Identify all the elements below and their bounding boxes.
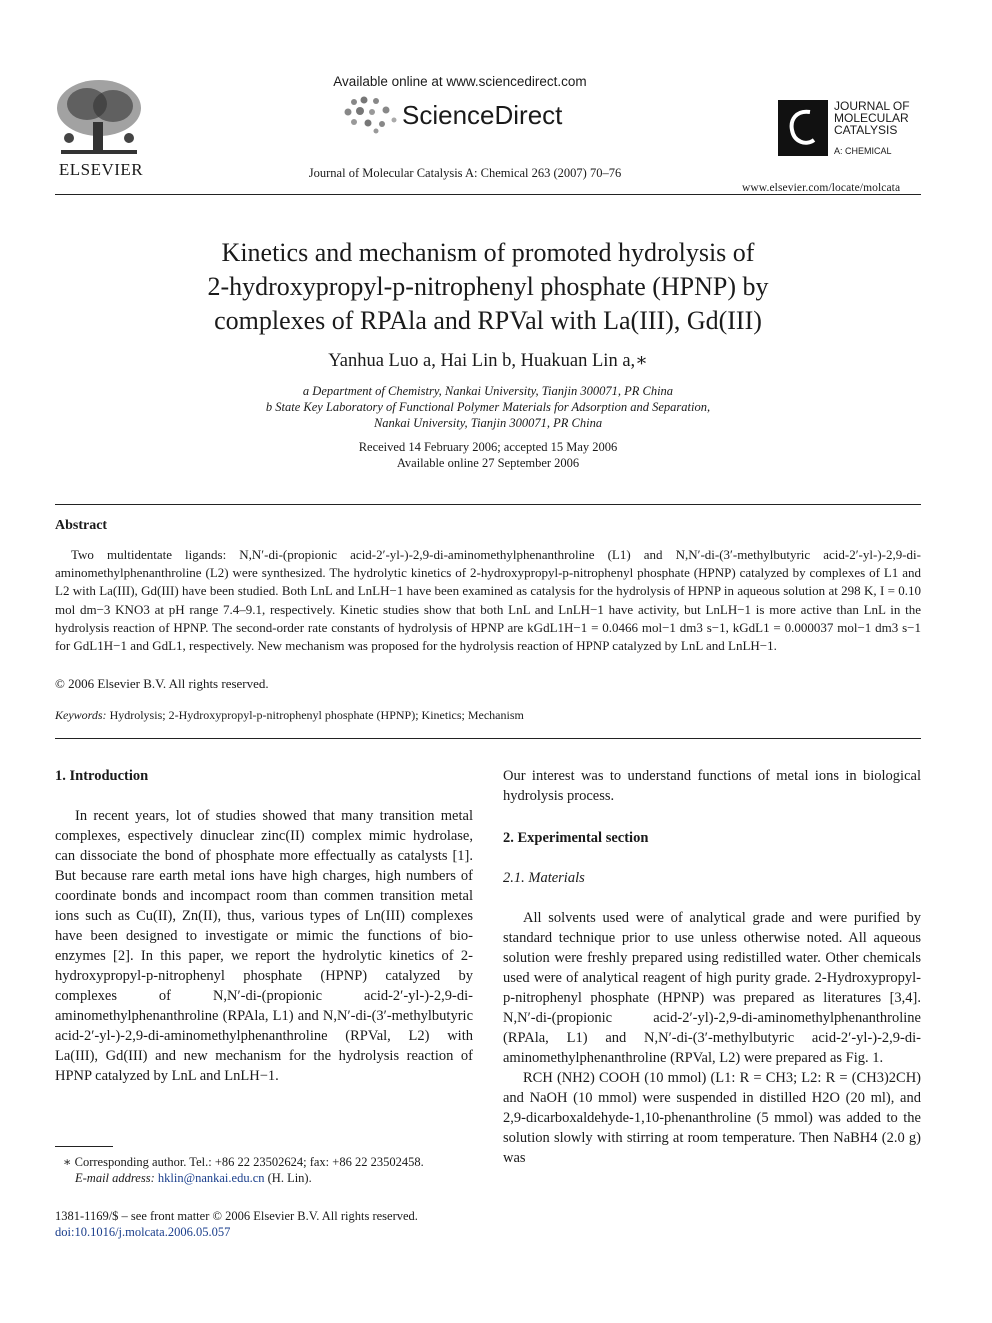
intro-paragraph: In recent years, lot of studies showed that many transition metal complexes, espectively dinuclear zinc(II) complex mimic hydrolase, can dissociate the bond of phosphate more effectually as catalysts [1]. But because rare earth metal ions have high charges, high numbers of coordinate bonds and incompact room than commen transition metal ions such as Cu(II), Zn(II), thus, various types of Ln(III) complexes have been designed to investigate or mimic the functions of bio-enzymes [2]. In this paper, we report the hydrolytic kinetics of 2-hydroxypropyl-p-nitrophenyl phosphate (HPNP) catalyzed by complexes of N,N′-di-(propionic acid-2′-yl-)-2,9-di-aminomethylphenanthroline (RPAla, L1) and N,N′-di-(3′-methylbutyric acid-2′-yl-)-2,9-di-aminomethylphenanthroline (RPVal, L2) with La(III), Gd(III) and new mechanism for the hydrolysis reaction of HPNP catalyzed by LnL and LnLH−1.	[55, 808, 473, 1084]
title-line: complexes of RPAla and RPVal with La(III), Gd(III)	[214, 306, 762, 335]
header-rule	[55, 194, 921, 195]
journal-url[interactable]: www.elsevier.com/locate/molcata	[742, 182, 901, 194]
title-line: Kinetics and mechanism of promoted hydrolysis of	[221, 238, 755, 267]
affiliation-a: a Department of Chemistry, Nankai University, Tianjin 300071, PR China	[302, 384, 674, 398]
elsevier-tree-logo	[53, 78, 145, 158]
keywords-list: Hydrolysis; 2-Hydroxypropyl-p-nitrophenyl phosphate (HPNP); Kinetics; Mechanism	[109, 708, 524, 722]
intro-continued: Our interest was to understand functions of metal ions in biological hydrolysis process.	[503, 768, 921, 804]
journal-logo-icon	[778, 100, 828, 156]
received-date: Received 14 February 2006; accepted 15 May 2006	[358, 440, 618, 454]
corresponding-footnote	[55, 1154, 475, 1186]
sciencedirect-logo[interactable]	[342, 94, 582, 136]
issn-block	[55, 1208, 475, 1240]
available-online-text[interactable]: Available online at www.sciencedirect.com	[333, 74, 587, 89]
sciencedirect-dots-icon	[342, 96, 400, 134]
article-title	[100, 236, 876, 338]
keywords-label: Keywords:	[55, 708, 107, 722]
abstract-copyright: © 2006 Elsevier B.V. All rights reserved.	[55, 676, 269, 691]
abstract-top-rule	[55, 504, 921, 505]
doi-link[interactable]: doi:10.1016/j.molcata.2006.05.057	[55, 1225, 231, 1239]
publisher-name: ELSEVIER	[58, 160, 144, 179]
right-column	[503, 766, 921, 1168]
abstract-bottom-rule	[55, 738, 921, 739]
email-suffix: (H. Lin).	[267, 1171, 312, 1185]
keywords	[55, 708, 921, 723]
abstract-heading: Abstract	[55, 518, 108, 533]
journal-reference: Journal of Molecular Catalysis A: Chemical 263 (2007) 70–76	[308, 166, 622, 180]
left-column	[55, 766, 473, 1086]
abstract-text: Two multidentate ligands: N,N′-di-(propionic acid-2′-yl-)-2,9-di-aminomethylphenanthroline (L1) and N,N′-di-(3′-methylbutyric acid-2′-yl-)-2,9-di-aminomethylphenanthroline (L2) were synthesized. The hydrolytic kinetics of 2-hydroxypropyl-p-nitrophenyl phosphate (HPNP) catalyzed by complexes of L1 and L2 with La(III), Gd(III) have been studied. Both LnL and LnLH−1 have been examined as catalysis for the hydrolysis of HPNP in aqueous solution at 298 K, I = 0.10 mol dm−3 KNO3 at pH range 7.4–9.1, respectively. Kinetic studies show that both LnL and LnLH−1 have activity, but LnLH−1 is more active than LnL in the hydrolysis reaction of HPNP. The second-order rate constants of hydrolysis of HPNP are kGdL1H−1 = 0.0466 mol−1 dm3 s−1, kGdL1 = 0.000037 mol−1 dm3 s−1 for GdL1H−1 and GdL1, respectively. New mechanism was proposed for the hydrolysis reaction of HPNP catalyzed by LnL and LnLH−1.	[55, 547, 921, 654]
intro-heading: 1. Introduction	[55, 768, 149, 784]
affiliation-b-cont: Nankai University, Tianjin 300071, PR China	[373, 416, 603, 430]
footnote-rule	[55, 1146, 113, 1147]
journal-logo-title: JOURNAL OF MOLECULAR CATALYSIS	[834, 99, 910, 137]
materials-paragraph: All solvents used were of analytical grade and were purified by standard technique prior to use unless otherwise noted. All aqueous solution were freshly prepared using redistilled water. Other chemicals used were of analytical reagent of high purity grade. 2-Hydroxypropyl-p-nitrophenyl phosphate (HPNP) was prepared as literatures [3,4]. N,N′-di-(propionic acid-2′-yl)-2,9-di-aminomethylphenanthroline (RPAla, L1) and N,N′-di-(3′-methylbutyric acid-2′-yl-)-2,9-di-aminomethylphenanthroline (RPVal, L2) were prepared as Fig. 1.	[503, 910, 921, 1066]
author-list: Yanhua Luo a, Hai Lin b, Huakuan Lin a,∗	[328, 351, 648, 371]
journal-logo-subtitle: A: CHEMICAL	[834, 146, 892, 156]
corresponding-author: ∗ Corresponding author. Tel.: +86 22 23502624; fax: +86 22 23502458.	[63, 1155, 424, 1169]
title-line: 2-hydroxypropyl-p-nitrophenyl phosphate (HPNP) by	[207, 272, 769, 301]
issn-line: 1381-1169/$ – see front matter © 2006 Elsevier B.V. All rights reserved.	[55, 1209, 418, 1223]
email-link[interactable]: hklin@nankai.edu.cn	[157, 1171, 265, 1185]
email-label: E-mail address:	[75, 1171, 155, 1185]
materials-heading: 2.1. Materials	[503, 870, 585, 886]
experimental-heading: 2. Experimental section	[503, 830, 649, 846]
affiliation-b: b State Key Laboratory of Functional Polymer Materials for Adsorption and Separation,	[265, 400, 711, 414]
sciencedirect-wordmark: ScienceDirect	[402, 100, 563, 130]
online-date: Available online 27 September 2006	[396, 456, 580, 470]
synthesis-paragraph: RCH (NH2) COOH (10 mmol) (L1: R = CH3; L2: R = (CH3)2CH) and NaOH (10 mmol) were suspended in distilled H2O (20 ml), and 2,9-dicarboxaldehyde-1,10-phenanthroline (5 mmol) was added to the solution slowly with stirring at room temperature. Then NaBH4 (2.0 g) was	[503, 1070, 921, 1166]
